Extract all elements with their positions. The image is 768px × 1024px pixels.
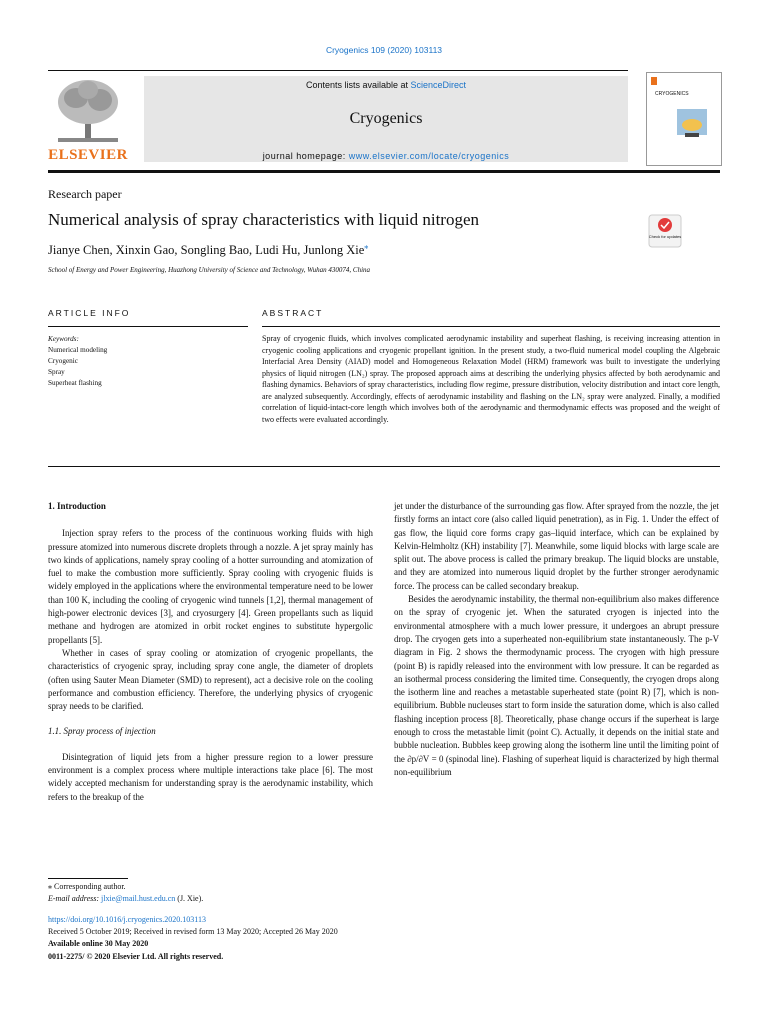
email-link[interactable]: jlxie@mail.hust.edu.cn	[101, 894, 176, 903]
body-paragraph: Whether in cases of spray cooling or atomization of cryogenic propellants, the characteristics of cryogenic spray, including spray cone angle, the diameter of droplets (often using Sauter Mean Diameter (SMD) to represent), act a decisive role on the cooling performance and combustion efficiency. Therefore, the underlying physics of cryogenic spray needs to be clarified.	[48, 647, 373, 712]
keywords-block	[48, 334, 107, 389]
email-line: E-mail address: jlxie@mail.hust.edu.cn (J. Xie).	[48, 894, 204, 903]
keyword-item: Superheat flashing	[48, 379, 102, 387]
journal-cover-thumbnail[interactable]	[646, 72, 722, 166]
copyright: 0011-2275/ © 2020 Elsevier Ltd. All rights reserved.	[48, 952, 224, 961]
abstract-text: Spray of cryogenic fluids, which involves complicated aerodynamic instability and superheat flashing, is receiving increasing attention in cryogenic cooling applications and cryogenic propellant ignition. In the present study, a two-fluid numerical model coupling the Algebraic Interfacial Area Density (AIAD) model and Homogeneous Relaxation Model (HRM) framework was built to investigate the underlying physics of liquid nitrogen (LN₂) spray. The proposed approach aims at describing the underlying physics affected by both aerodynamic and flashing dynamics. Behaviors of spray characteristics, including flow regime, pressure distribution, velocity distribution and intact core length, are analyzed subsequently. Accordingly, effects of aerodynamic instability and flashing on the LN₂ spray were analyzed. Finally, a modified correlation of liquid-intact-core length which involves both of the aerodynamic and thermodynamic effects was proposed and the weight of two effects were evaluated accordingly.	[262, 334, 720, 424]
author-list: Jianye Chen, Xinxin Gao, Songling Bao, Ludi Hu, Junlong Xie⁎	[48, 242, 369, 258]
received-dates: Received 5 October 2019; Received in revised form 13 May 2020; Accepted 26 May 2020	[48, 927, 338, 936]
header-rule-top	[48, 70, 628, 71]
available-online: Available online 30 May 2020	[48, 939, 149, 948]
journal-name: Cryogenics	[349, 110, 423, 127]
cover-title: CRYOGENICS	[655, 91, 689, 97]
abstract-end-rule	[48, 466, 720, 467]
elsevier-tree-icon	[48, 76, 128, 148]
contents-line: Contents lists available at ScienceDirect	[305, 80, 467, 90]
homepage-link[interactable]: www.elsevier.com/locate/cryogenics	[348, 151, 510, 161]
corresponding-note: ⁎ Corresponding author.	[48, 882, 126, 891]
body-column-left	[48, 500, 373, 804]
body-column-right	[394, 500, 719, 779]
journal-reference-link[interactable]: Cryogenics 109 (2020) 103113	[325, 45, 443, 55]
check-updates-icon	[648, 214, 682, 248]
publisher-logo-text: ELSEVIER	[48, 147, 128, 163]
check-updates-label: Check for updates	[648, 234, 682, 239]
header-rule-bottom	[48, 170, 720, 173]
body-paragraph: Disintegration of liquid jets from a higher pressure region to a lower pressure environment is a complex process where multiple interactions take place [6]. The most widely accepted mechanism for understanding spray is the aerodynamic instability, which refers to the breakup of the	[48, 751, 373, 802]
paper-type: Research paper	[48, 187, 122, 201]
keyword-item: Cryogenic	[48, 357, 78, 365]
body-paragraph: Besides the aerodynamic instability, the thermal non-equilibrium also makes difference on the spray of cryogenic jet. When the saturated cryogen is injected into the environmental atmosphere with a much lower pressure, it undergoes an abrupt pressure drop. The cryogen gets into a superheated non-equilibrium state instantaneously. The p-V diagram in Fig. 2 shows the thermodynamic process. The cryogen with high pressure (point B) is rapidly released into the environment with low pressure. It can be regarded as an isothermal process considering the limited time. Consequently, the cryogen drops along the isotherm line and reaches a metastable superheated state (point R) [7], which is non-equilibrium. Bubble nucleuses start to form inside the saturation dome, which is also called flashing inception process [8]. Theoretically, phase change occurs if the superheat is large enough to cross the metastable limit (point C). Actually, it depends on the initial state and bubble nucleation. Bubbles keep growing along the isotherm line until the limiting point of the ∂p/∂V = 0 (spinodal line). Flashing of superheat liquid is characterized by high thermal non-equilibrium	[394, 594, 719, 777]
check-for-updates-button[interactable]	[648, 214, 682, 248]
subsection-title: 1.1. Spray process of injection	[48, 726, 156, 737]
section-title: 1. Introduction	[48, 501, 106, 511]
abstract-heading: ABSTRACT	[262, 308, 324, 318]
sciencedirect-link[interactable]: ScienceDirect	[410, 80, 467, 90]
footnote-rule	[48, 878, 128, 879]
body-paragraph: Injection spray refers to the process of the continuous working fluids with high pressure atomized into numerous discrete droplets through a nozzle. A jet spray mainly has two kinds of applications, namely spray cooling of a hotter surrounding and atomization of fuel to make the combustion more sufficiently. Spray cooling with cryogenic fluids is widely employed in the applications where the environmental temperature need to be lower than 100 K, including the cooling of cryogenic wind tunnels [1,2], thermal management of high-power electronic devices [3], and cryosurgery [4]. Green propellants such as liquid methane and hydrogen are atomized in orbit rocket engines to substitute hypergolic propellants [5].	[48, 528, 373, 645]
article-info-heading: ARTICLE INFO	[48, 308, 131, 318]
elsevier-logo	[48, 76, 128, 164]
cover-image-icon	[647, 73, 721, 165]
keyword-item: Numerical modeling	[48, 346, 108, 354]
keyword-item: Spray	[48, 368, 65, 376]
keywords-label: Keywords:	[48, 335, 79, 343]
homepage-line: journal homepage: www.elsevier.com/locate/cryogenics	[262, 151, 510, 161]
paper-title: Numerical analysis of spray characteristics with liquid nitrogen	[48, 210, 480, 229]
body-paragraph: jet under the disturbance of the surrounding gas flow. After sprayed from the nozzle, the jet firstly forms an intact core (also called liquid penetration), as in Fig. 1. Under the effect of gas flow, the liquid core forms crapy gas–liquid interface, which can be explained by Kelvin-Helmholtz (KH) instability [7]. Meanwhile, some liquid blocks with large scale are split out. The above process is called the primary breakup. The liquid blocks are unstable, and they are atomized into numerous liquid droplet by the further stronger aerodynamic force. The process can be called secondary breakup.	[394, 501, 719, 591]
affiliation: School of Energy and Power Engineering, Huazhong University of Science and Technology, Wuhan 430074, China	[48, 266, 371, 274]
doi-link[interactable]: https://doi.org/10.1016/j.cryogenics.2020.103113	[48, 915, 206, 924]
corresponding-author-mark[interactable]: ⁎	[364, 242, 369, 251]
abstract-rule	[262, 326, 720, 327]
article-info-rule	[48, 326, 248, 327]
